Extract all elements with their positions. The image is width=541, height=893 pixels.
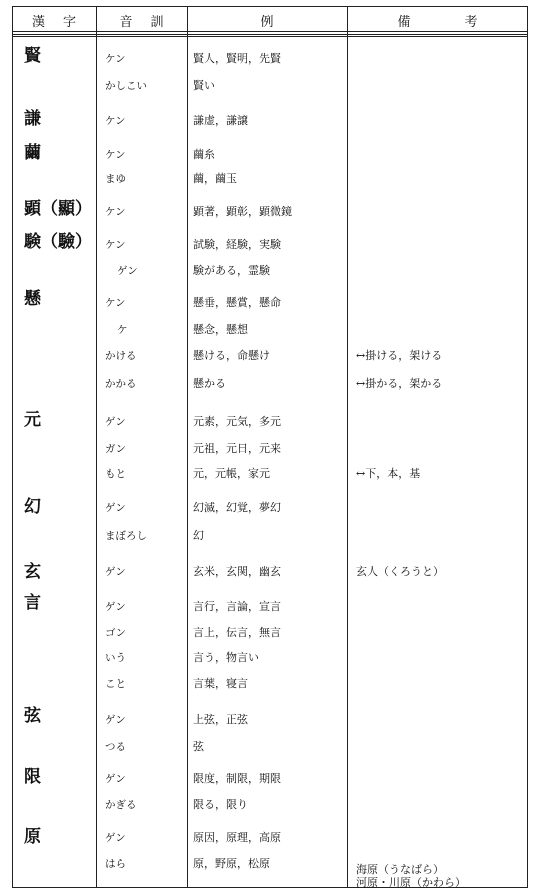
reading-text: ゲン: [105, 502, 126, 514]
kanji-character: 賢: [24, 46, 41, 66]
example-text: 繭，繭玉: [193, 172, 237, 185]
reading-text: まぼろし: [105, 530, 147, 542]
example-text: 限る，限り: [193, 798, 248, 811]
reading-text: まゆ: [105, 173, 126, 185]
reading-text: ケン: [105, 206, 126, 218]
example-text: 繭糸: [193, 148, 215, 161]
example-text: 上弦，正弦: [193, 713, 248, 726]
header-rule: [12, 31, 528, 32]
example-text: 言行，言論，宣言: [193, 600, 281, 613]
note-text: ↔掛かる，架かる: [356, 377, 443, 390]
example-text: 限度，制限，期限: [193, 772, 281, 785]
example-text: 懸垂，懸賞，懸命: [193, 296, 281, 309]
header-reading: [96, 9, 187, 31]
reading-text: ケン: [105, 53, 126, 65]
reading-text: ケン: [105, 297, 126, 309]
reading-text: ケン: [105, 115, 126, 127]
kanji-character: 顕（顯）: [24, 199, 92, 219]
header-text: 備: [397, 14, 411, 30]
reading-text: ケ: [117, 324, 128, 336]
example-text: 原，野原，松原: [193, 857, 270, 870]
reading-text: ケン: [105, 149, 126, 161]
reading-text: ケン: [105, 239, 126, 251]
example-text: 謙虚，謙譲: [193, 114, 248, 127]
example-text: 言上，伝言，無言: [193, 626, 281, 639]
kanji-character: 原: [24, 827, 41, 847]
reading-text: かける: [105, 350, 137, 362]
example-text: 賢人，賢明，先賢: [193, 52, 281, 65]
reading-text: ゲン: [117, 265, 138, 277]
reading-text: かしこい: [105, 80, 147, 92]
reading-text: はら: [105, 858, 126, 870]
example-text: 弦: [193, 740, 204, 753]
note-text: 河原・川原（かわら）: [356, 876, 466, 889]
kanji-character: 懸: [24, 289, 41, 309]
header-note: [347, 9, 528, 31]
note-text: ↔下，本，基: [356, 467, 421, 480]
column-divider: [96, 6, 97, 888]
example-text: 言葉，寝言: [193, 677, 248, 690]
kanji-character: 繭: [24, 143, 41, 163]
header-text: 訓: [150, 14, 164, 30]
reading-text: いう: [105, 652, 126, 664]
header-text: 例: [260, 14, 274, 30]
example-text: 言う，物言い: [193, 651, 259, 664]
example-text: 賢い: [193, 79, 215, 92]
header-text: 音: [119, 14, 133, 30]
example-text: 幻: [193, 529, 204, 542]
example-text: 顕著，顕彰，顕微鏡: [193, 205, 292, 218]
kanji-character: 玄: [24, 562, 41, 582]
example-text: 元祖，元日，元来: [193, 442, 281, 455]
example-text: 懸ける，命懸け: [193, 349, 270, 362]
reading-text: ゴン: [105, 627, 126, 639]
header-text: 考: [464, 14, 478, 30]
header-example: [187, 9, 347, 31]
note-text: 海原（うなばら）: [356, 863, 444, 876]
reading-text: ゲン: [105, 601, 126, 613]
example-text: 験がある，霊験: [193, 264, 270, 277]
note-text: ↔掛ける，架ける: [356, 349, 443, 362]
reading-text: つる: [105, 741, 126, 753]
example-text: 懸念，懸想: [193, 323, 248, 336]
kanji-character: 元: [24, 410, 41, 430]
reading-text: ゲン: [105, 566, 126, 578]
reading-text: ゲン: [105, 714, 126, 726]
column-divider: [347, 6, 348, 888]
reading-text: ゲン: [105, 416, 126, 428]
example-text: 玄米，玄関，幽玄: [193, 565, 281, 578]
kanji-character: 幻: [24, 497, 41, 517]
kanji-character: 謙: [24, 109, 41, 129]
example-text: 元，元帳，家元: [193, 467, 270, 480]
example-text: 幻滅，幻覚，夢幻: [193, 501, 281, 514]
kanji-character: 験（驗）: [24, 232, 92, 252]
example-text: 原因，原理，高原: [193, 831, 281, 844]
reading-text: ガン: [105, 443, 126, 455]
reading-text: こと: [105, 678, 126, 690]
column-divider: [187, 6, 188, 888]
reading-text: かぎる: [105, 799, 137, 811]
reading-text: かかる: [105, 378, 137, 390]
example-text: 懸かる: [193, 377, 226, 390]
header-kanji: [12, 9, 96, 31]
reading-text: ゲン: [105, 773, 126, 785]
header-text: 漢: [31, 14, 45, 30]
header-double-rule: [12, 34, 528, 37]
example-text: 試験，経験，実験: [193, 238, 281, 251]
kanji-character: 言: [24, 593, 41, 613]
example-text: 元素，元気，多元: [193, 415, 281, 428]
header-text: 字: [63, 14, 77, 30]
kanji-character: 限: [24, 767, 41, 787]
kanji-character: 弦: [24, 706, 41, 726]
reading-text: ゲン: [105, 832, 126, 844]
note-text: 玄人（くろうと）: [356, 565, 444, 578]
reading-text: もと: [105, 468, 126, 480]
